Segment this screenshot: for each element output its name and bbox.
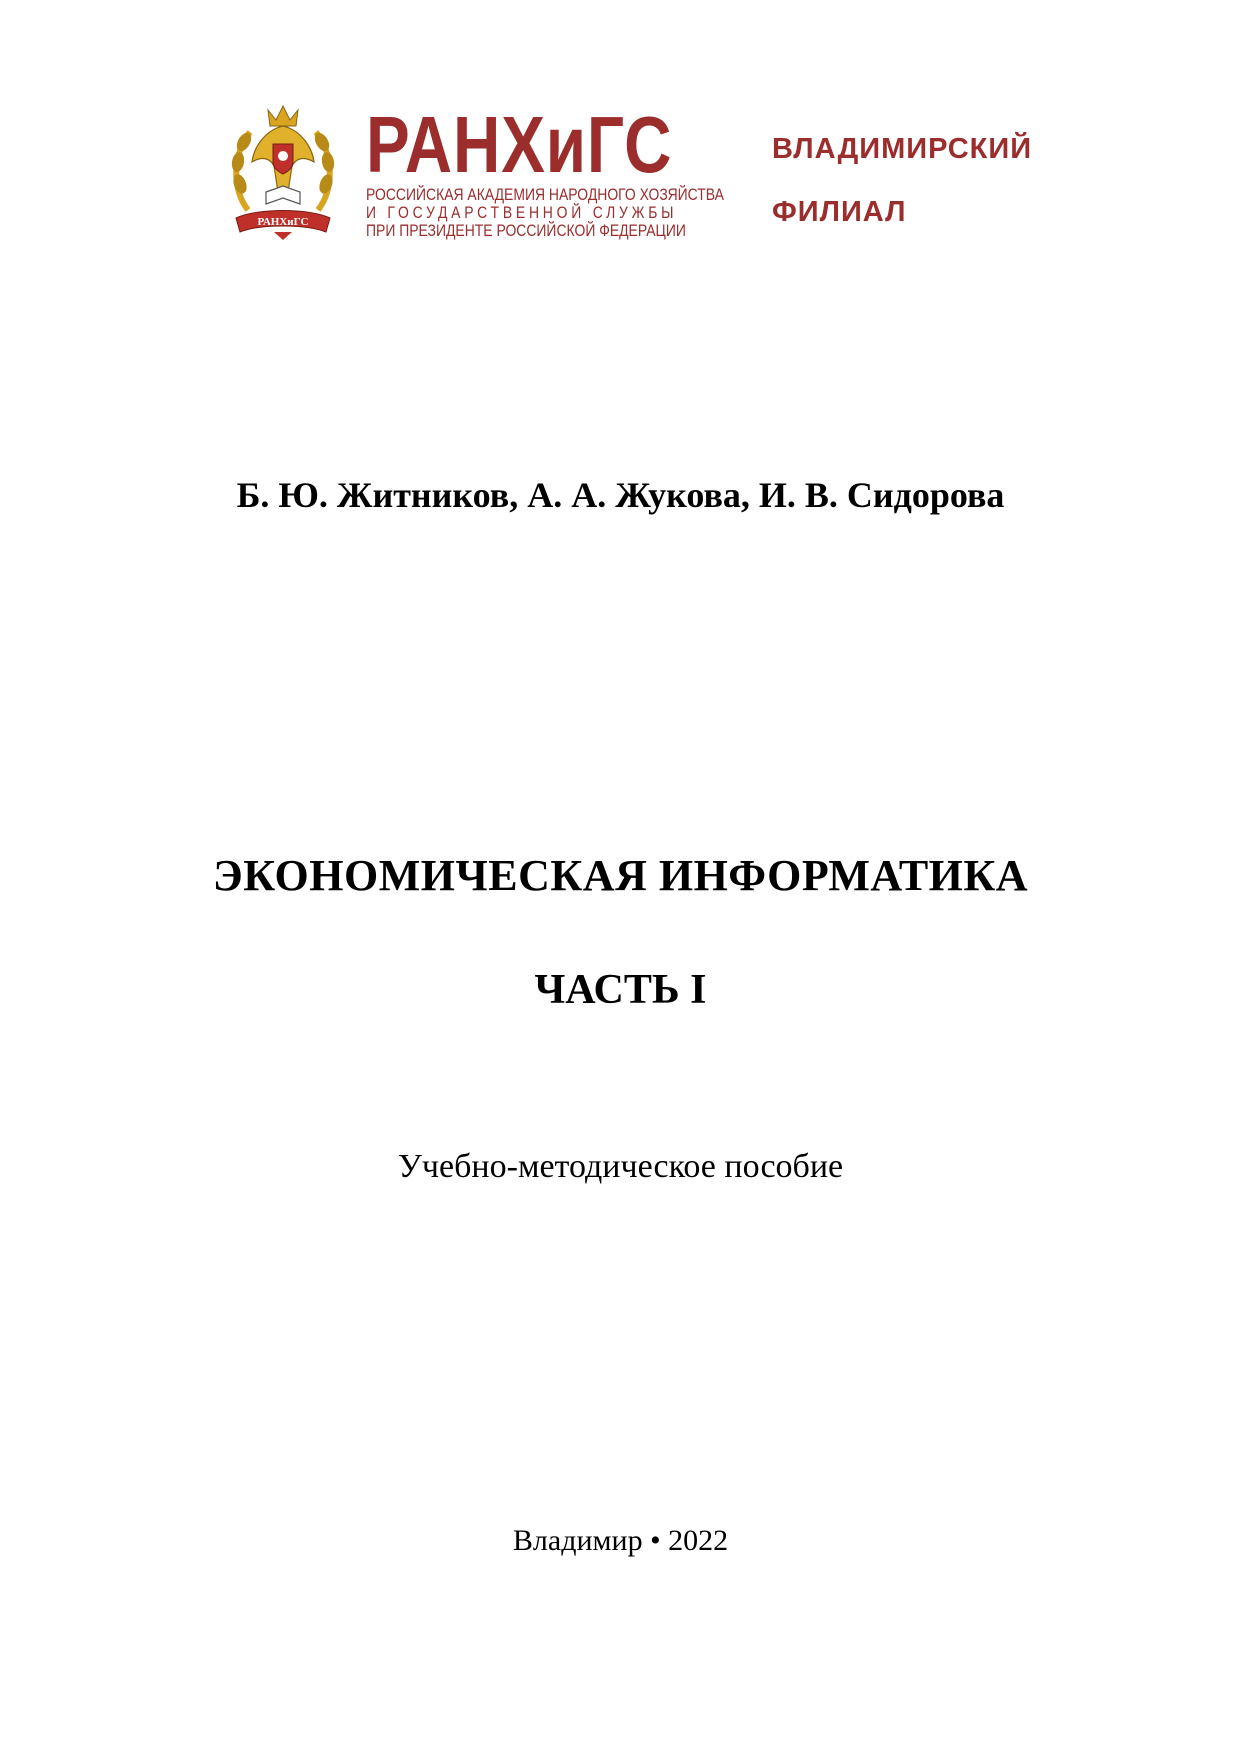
emblem-ribbon-text: РАНХиГС <box>257 216 309 228</box>
logo-name: РАНХиГС <box>366 100 673 189</box>
branch-line-1: ВЛАДИМИРСКИЙ <box>772 133 1033 165</box>
city-year: Владимир • 2022 <box>512 1524 729 1557</box>
academy-emblem-icon <box>228 100 338 244</box>
logo-subtitle-line-1: РОССИЙСКАЯ АКАДЕМИЯ НАРОДНОГО ХОЗЯЙСТВА <box>366 185 724 204</box>
logo-subtitle-line-2: И ГОСУДАРСТВЕННОЙ СЛУЖБЫ <box>366 203 678 222</box>
logo-subtitle-line-3: ПРИ ПРЕЗИДЕНТЕ РОССИЙСКОЙ ФЕДЕРАЦИИ <box>366 221 686 240</box>
document-title: ЭКОНОМИЧЕСКАЯ ИНФОРМАТИКА <box>212 851 1029 900</box>
academy-logo <box>366 100 724 240</box>
authors: Б. Ю. Житников, А. А. Жукова, И. В. Сидорова <box>236 475 1005 515</box>
branch-name <box>772 118 1032 244</box>
document-part: ЧАСТЬ I <box>534 967 707 1013</box>
document-type: Учебно-методическое пособие <box>397 1148 844 1185</box>
branch-line-2: ФИЛИАЛ <box>772 196 907 228</box>
